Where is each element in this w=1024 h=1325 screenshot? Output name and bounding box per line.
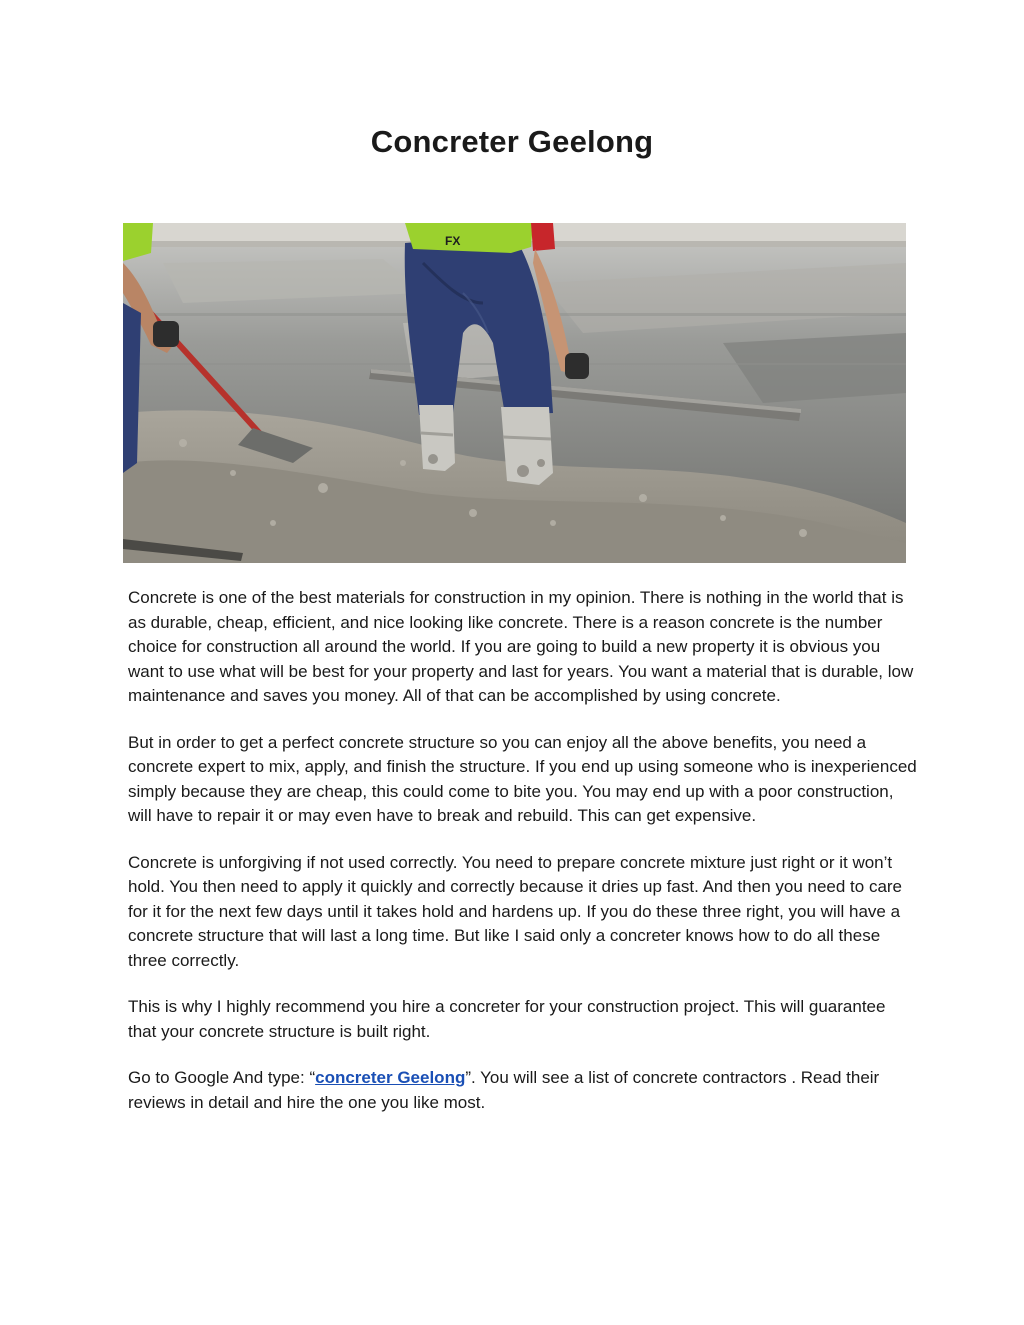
concrete-workers-photo	[123, 223, 906, 563]
concrete-workers-illustration	[123, 223, 906, 563]
paragraph-5-intro: Go to Google And type: “	[128, 1068, 316, 1087]
page-title: Concreter Geelong	[370, 124, 654, 159]
concreter-geelong-link[interactable]: concreter Geelong	[315, 1068, 466, 1087]
article-body	[128, 586, 918, 1137]
paragraph-3: Concrete is unforgiving if not used correctly. You need to prepare concrete mixture just right or it won’t hold. You then need to apply it quickly and correctly because it dries up fast. And then you need to care for it for the next few days until it takes hold and hardens up. If you do these three right, you will have a concrete structure that will last a long time. But like I said only a concreter knows how to do all these three correctly.	[128, 852, 903, 970]
vest-label: FX	[445, 234, 461, 248]
paragraph-1: Concrete is one of the best materials for construction in my opinion. There is nothing in the world that is as durable, cheap, efficient, and nice looking like concrete. There is a reason concrete is the number choice for construction all around the world. If you are going to build a new property it is obvious you want to use what will be best for your property and last for years. You want a material that is durable, low maintenance and saves you money. All of that can be accomplished by using concrete.	[128, 588, 914, 705]
paragraph-5-rest: ”. You will see a list of concrete contractors . Read their reviews in detail and hire the one you like most.	[128, 1068, 880, 1112]
paragraph-2: But in order to get a perfect concrete structure so you can enjoy all the above benefits, you need a concrete expert to mix, apply, and finish the structure. If you end up using someone who is inexperienced simply because they are cheap, this could come to bite you. You may end up with a poor construction, will have to repair it or may even have to break and rebuild. This can get expensive.	[128, 732, 917, 825]
paragraph-4: This is why I highly recommend you hire a concreter for your construction project. This will guarantee that your concrete structure is built right.	[128, 997, 886, 1041]
paragraph-5	[128, 1066, 918, 1115]
